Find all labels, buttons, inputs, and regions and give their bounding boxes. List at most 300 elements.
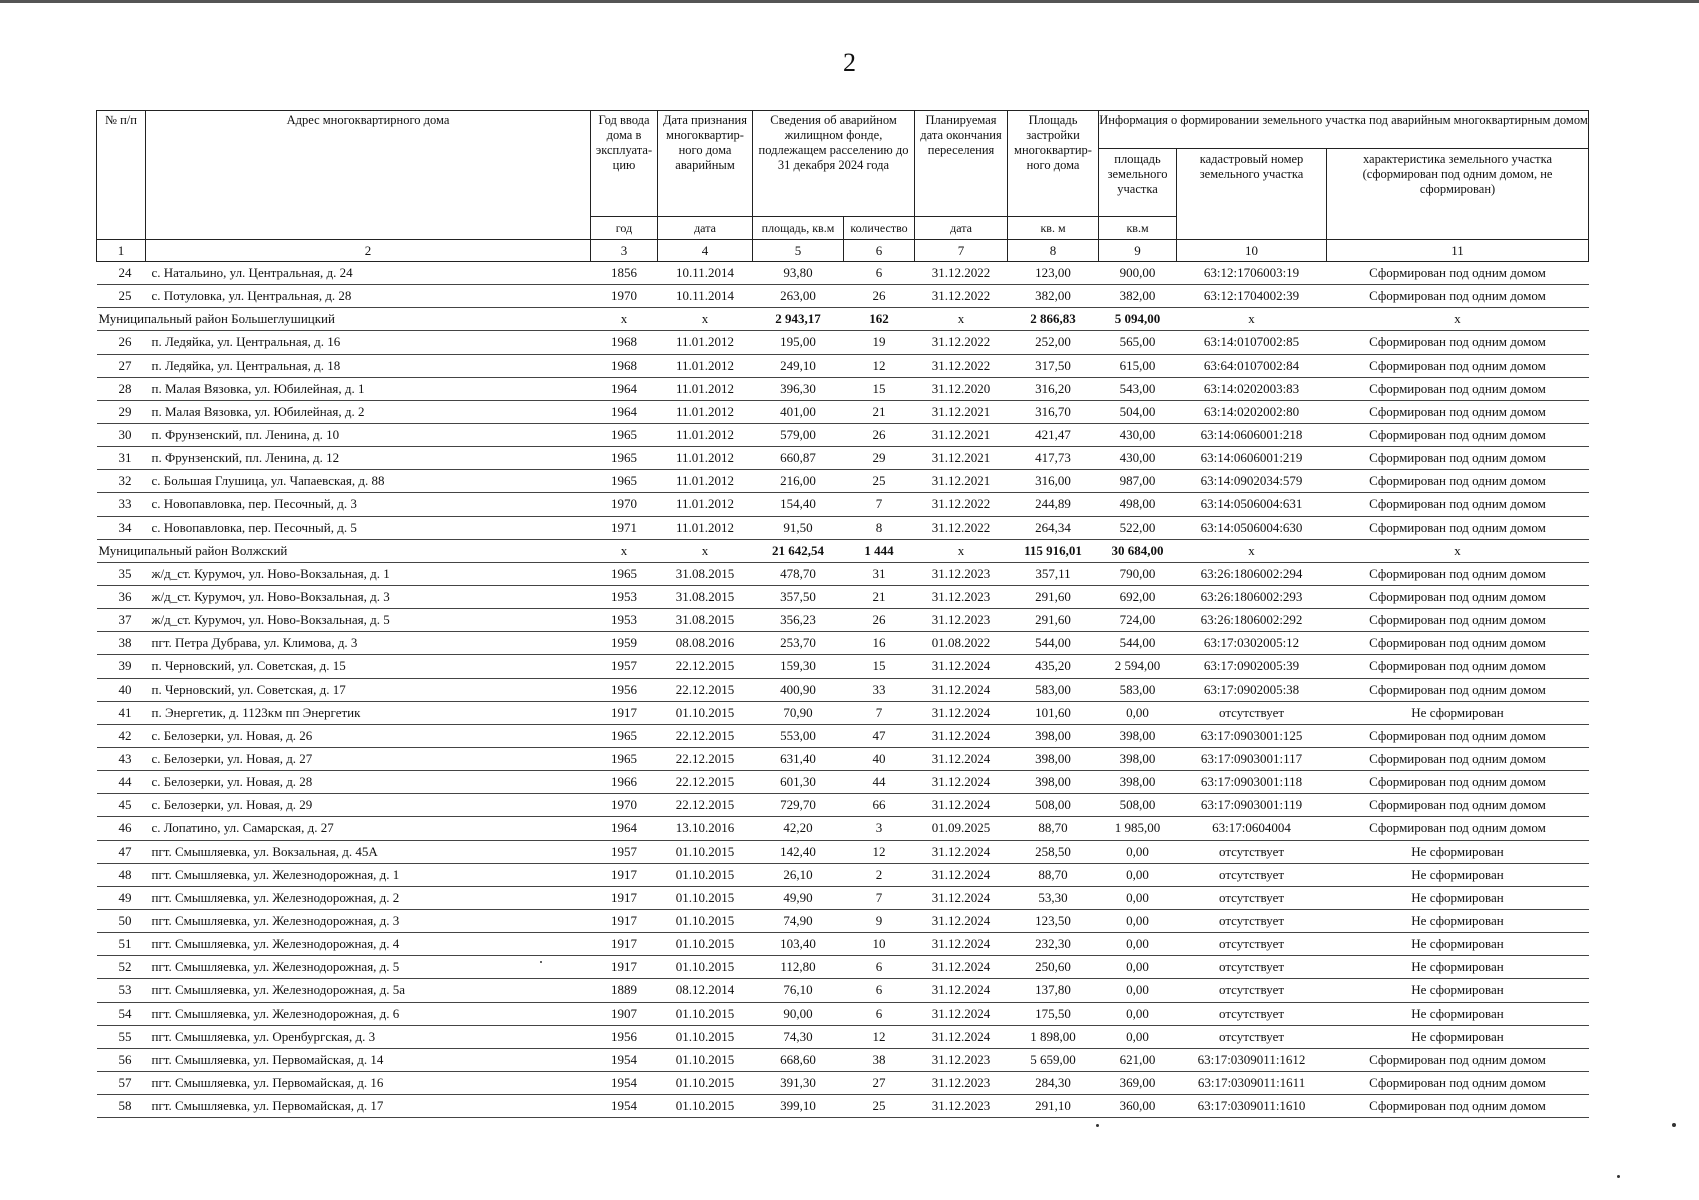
column-number: 2 — [146, 240, 591, 262]
count-cell: 27 — [844, 1071, 915, 1094]
building-area-cell: 291,10 — [1008, 1095, 1099, 1118]
count-cell: 6 — [844, 979, 915, 1002]
emergency-date-cell: 22.12.2015 — [658, 794, 753, 817]
planned-date-cell: 31.12.2022 — [915, 331, 1008, 354]
year-cell: 1956 — [591, 678, 658, 701]
count-cell: 15 — [844, 655, 915, 678]
address-cell: с. Новопавловка, пер. Песочный, д. 5 — [146, 516, 591, 539]
count-cell: 38 — [844, 1048, 915, 1071]
cadastral-number-cell: 63:26:1806002:294 — [1177, 562, 1327, 585]
land-area-cell: 0,00 — [1099, 1025, 1177, 1048]
planned-date-cell: 31.12.2021 — [915, 447, 1008, 470]
cadastral-number-cell: 63:26:1806002:293 — [1177, 585, 1327, 608]
building-area-cell: 316,20 — [1008, 377, 1099, 400]
row-number-cell: 43 — [97, 747, 146, 770]
land-status-cell: Сформирован под одним домом — [1327, 771, 1589, 794]
area-cell: 253,70 — [753, 632, 844, 655]
year-cell: 1917 — [591, 933, 658, 956]
address-cell: п. Фрунзенский, пл. Ленина, д. 12 — [146, 447, 591, 470]
land-area-cell: 615,00 — [1099, 354, 1177, 377]
header-housing-fund: Сведения об аварийном жилищном фонде, подлежащем расселению до 31 декабря 2024 года — [753, 111, 915, 217]
building-area-cell: 544,00 — [1008, 632, 1099, 655]
building-area-cell: 398,00 — [1008, 724, 1099, 747]
land-area-cell: 360,00 — [1099, 1095, 1177, 1118]
land-status-cell: Сформирован под одним домом — [1327, 285, 1589, 308]
year-cell: 1956 — [591, 1025, 658, 1048]
area-cell: 631,40 — [753, 747, 844, 770]
area-cell: 729,70 — [753, 794, 844, 817]
table-row — [97, 609, 1589, 632]
building-area-cell: 123,00 — [1008, 262, 1099, 285]
cadastral-number-cell: 63:17:0902005:38 — [1177, 678, 1327, 701]
count-cell: 12 — [844, 1025, 915, 1048]
land-status-cell: Не сформирован — [1327, 979, 1589, 1002]
year-cell: 1965 — [591, 724, 658, 747]
address-cell: с. Потуловка, ул. Центральная, д. 28 — [146, 285, 591, 308]
year-cell: 1917 — [591, 956, 658, 979]
address-cell: ж/д_ст. Курумоч, ул. Ново-Вокзальная, д. 3 — [146, 585, 591, 608]
count-cell: 12 — [844, 354, 915, 377]
table-row — [97, 423, 1589, 446]
area-cell: 601,30 — [753, 771, 844, 794]
count-cell: 21 — [844, 585, 915, 608]
area-cell: 154,40 — [753, 493, 844, 516]
building-area-cell: 115 916,01 — [1008, 539, 1099, 562]
land-status-cell: Сформирован под одним домом — [1327, 400, 1589, 423]
address-cell: с. Белозерки, ул. Новая, д. 29 — [146, 794, 591, 817]
planned-date-cell: 31.12.2024 — [915, 724, 1008, 747]
land-area-cell: 0,00 — [1099, 863, 1177, 886]
emergency-date-cell: 31.08.2015 — [658, 585, 753, 608]
emergency-date-cell: 08.08.2016 — [658, 632, 753, 655]
land-status-cell: Не сформирован — [1327, 701, 1589, 724]
address-cell: пгт. Смышляевка, ул. Железнодорожная, д. 4 — [146, 933, 591, 956]
land-status-cell: Не сформирован — [1327, 840, 1589, 863]
address-cell: п. Малая Вязовка, ул. Юбилейная, д. 1 — [146, 377, 591, 400]
planned-date-cell: 31.12.2024 — [915, 655, 1008, 678]
count-cell: 8 — [844, 516, 915, 539]
address-cell: п. Ледяйка, ул. Центральная, д. 18 — [146, 354, 591, 377]
count-cell: 25 — [844, 1095, 915, 1118]
emergency-date-cell: 22.12.2015 — [658, 747, 753, 770]
cadastral-number-cell: 63:26:1806002:292 — [1177, 609, 1327, 632]
year-cell: 1957 — [591, 655, 658, 678]
cadastral-number-cell: 63:14:0606001:218 — [1177, 423, 1327, 446]
planned-date-cell: 31.12.2022 — [915, 262, 1008, 285]
table-row — [97, 1071, 1589, 1094]
address-cell: п. Энергетик, д. 1123км пп Энергетик — [146, 701, 591, 724]
land-area-cell: 430,00 — [1099, 447, 1177, 470]
address-cell: пгт. Смышляевка, ул. Железнодорожная, д. 1 — [146, 863, 591, 886]
building-area-cell: 244,89 — [1008, 493, 1099, 516]
count-cell: 6 — [844, 1002, 915, 1025]
table-row — [97, 956, 1589, 979]
land-area-cell: 0,00 — [1099, 909, 1177, 932]
cadastral-number-cell: 63:17:0903001:125 — [1177, 724, 1327, 747]
building-area-cell: 250,60 — [1008, 956, 1099, 979]
area-cell: 91,50 — [753, 516, 844, 539]
emergency-date-cell: 31.08.2015 — [658, 609, 753, 632]
building-area-cell: 284,30 — [1008, 1071, 1099, 1094]
area-cell: 21 642,54 — [753, 539, 844, 562]
area-cell: 142,40 — [753, 840, 844, 863]
year-cell: 1917 — [591, 909, 658, 932]
land-area-cell: 1 985,00 — [1099, 817, 1177, 840]
cadastral-number-cell: отсутствует — [1177, 979, 1327, 1002]
land-area-cell: 0,00 — [1099, 933, 1177, 956]
year-cell: 1966 — [591, 771, 658, 794]
row-number-cell: 56 — [97, 1048, 146, 1071]
address-cell: с. Белозерки, ул. Новая, д. 26 — [146, 724, 591, 747]
building-area-cell: 435,20 — [1008, 655, 1099, 678]
emergency-date-cell: 11.01.2012 — [658, 400, 753, 423]
unit-land-area: кв.м — [1099, 217, 1177, 240]
land-area-cell: 0,00 — [1099, 840, 1177, 863]
land-status-cell: Сформирован под одним домом — [1327, 1048, 1589, 1071]
row-number-cell: 37 — [97, 609, 146, 632]
year-cell: 1965 — [591, 470, 658, 493]
column-number: 7 — [915, 240, 1008, 262]
table-row — [97, 794, 1589, 817]
emergency-date-cell: 01.10.2015 — [658, 956, 753, 979]
planned-date-cell: 31.12.2023 — [915, 1071, 1008, 1094]
table-row — [97, 470, 1589, 493]
count-cell: 3 — [844, 817, 915, 840]
land-area-cell: 565,00 — [1099, 331, 1177, 354]
cadastral-number-cell: 63:17:0903001:117 — [1177, 747, 1327, 770]
cadastral-number-cell: 63:14:0902034:579 — [1177, 470, 1327, 493]
address-cell: пгт. Смышляевка, ул. Первомайская, д. 14 — [146, 1048, 591, 1071]
area-cell: 263,00 — [753, 285, 844, 308]
header-planned-date: Планируемая дата окончания переселения — [915, 111, 1008, 217]
table-row — [97, 516, 1589, 539]
planned-date-cell: 31.12.2024 — [915, 678, 1008, 701]
building-area-cell: 382,00 — [1008, 285, 1099, 308]
cadastral-number-cell: 63:64:0107002:84 — [1177, 354, 1327, 377]
area-cell: 401,00 — [753, 400, 844, 423]
emergency-date-cell: 01.10.2015 — [658, 1002, 753, 1025]
scan-top-edge — [0, 0, 1699, 3]
count-cell: 25 — [844, 470, 915, 493]
area-cell: 103,40 — [753, 933, 844, 956]
emergency-date-cell: 08.12.2014 — [658, 979, 753, 1002]
building-area-cell: 417,73 — [1008, 447, 1099, 470]
emergency-date-cell: 11.01.2012 — [658, 493, 753, 516]
emergency-date-cell: 22.12.2015 — [658, 771, 753, 794]
address-cell: пгт. Смышляевка, ул. Железнодорожная, д. 6 — [146, 1002, 591, 1025]
land-area-cell: 692,00 — [1099, 585, 1177, 608]
land-area-cell: 522,00 — [1099, 516, 1177, 539]
district-name: Муниципальный район Большеглушицкий — [97, 308, 591, 331]
land-status-cell: Сформирован под одним домом — [1327, 609, 1589, 632]
land-status-cell: Сформирован под одним домом — [1327, 1071, 1589, 1094]
area-cell: 195,00 — [753, 331, 844, 354]
unit-date: дата — [658, 217, 753, 240]
emergency-date-cell: 11.01.2012 — [658, 447, 753, 470]
count-cell: 26 — [844, 423, 915, 446]
count-cell: 29 — [844, 447, 915, 470]
year-cell: 1917 — [591, 701, 658, 724]
land-status-cell: Сформирован под одним домом — [1327, 747, 1589, 770]
count-cell: 16 — [844, 632, 915, 655]
header-land-characteristic: характеристика земельного участка (сформирован под одним домом, не сформирован) — [1327, 149, 1589, 240]
area-cell: 357,50 — [753, 585, 844, 608]
building-area-cell: 123,50 — [1008, 909, 1099, 932]
row-number-cell: 29 — [97, 400, 146, 423]
row-number-cell: 28 — [97, 377, 146, 400]
table-row — [97, 863, 1589, 886]
land-status-cell: Сформирован под одним домом — [1327, 470, 1589, 493]
table-row — [97, 585, 1589, 608]
building-area-cell: 357,11 — [1008, 562, 1099, 585]
land-status-cell: Сформирован под одним домом — [1327, 1095, 1589, 1118]
area-cell: 216,00 — [753, 470, 844, 493]
address-cell: с. Натальино, ул. Центральная, д. 24 — [146, 262, 591, 285]
land-status-cell: Сформирован под одним домом — [1327, 678, 1589, 701]
row-number-cell: 58 — [97, 1095, 146, 1118]
cadastral-number-cell: 63:17:0903001:118 — [1177, 771, 1327, 794]
header-address: Адрес многоквартирного дома — [146, 111, 591, 240]
area-cell: 356,23 — [753, 609, 844, 632]
building-area-cell: 398,00 — [1008, 747, 1099, 770]
land-area-cell: 5 094,00 — [1099, 308, 1177, 331]
header-row-number: № п/п — [97, 111, 146, 240]
planned-date-cell: 31.12.2021 — [915, 470, 1008, 493]
table-body — [97, 262, 1589, 1118]
cadastral-number-cell: 63:17:0902005:39 — [1177, 655, 1327, 678]
cadastral-number-cell: 63:12:1704002:39 — [1177, 285, 1327, 308]
year-cell: 1907 — [591, 1002, 658, 1025]
table-row — [97, 909, 1589, 932]
row-number-cell: 32 — [97, 470, 146, 493]
scan-speck — [1672, 1123, 1676, 1127]
planned-date-cell: 31.12.2022 — [915, 493, 1008, 516]
unit-year: год — [591, 217, 658, 240]
area-cell: 478,70 — [753, 562, 844, 585]
table-row — [97, 678, 1589, 701]
count-cell: 10 — [844, 933, 915, 956]
count-cell: 40 — [844, 747, 915, 770]
cadastral-number-cell: отсутствует — [1177, 701, 1327, 724]
cadastral-number-cell: 63:17:0604004 — [1177, 817, 1327, 840]
count-cell: 2 — [844, 863, 915, 886]
area-cell: 26,10 — [753, 863, 844, 886]
address-cell: пгт. Смышляевка, ул. Оренбургская, д. 3 — [146, 1025, 591, 1048]
header-emergency-date: Дата признания многоквартир-ного дома аварийным — [658, 111, 753, 217]
planned-date-cell: х — [915, 539, 1008, 562]
area-cell: 668,60 — [753, 1048, 844, 1071]
header-building-area: Площадь застройки многоквартир-ного дома — [1008, 111, 1099, 217]
table-row — [97, 562, 1589, 585]
planned-date-cell: 31.12.2024 — [915, 979, 1008, 1002]
land-area-cell: 790,00 — [1099, 562, 1177, 585]
table-row — [97, 701, 1589, 724]
emergency-date-cell: 01.10.2015 — [658, 909, 753, 932]
land-status-cell: Сформирован под одним домом — [1327, 632, 1589, 655]
planned-date-cell: 31.12.2024 — [915, 1002, 1008, 1025]
cadastral-number-cell: 63:17:0302005:12 — [1177, 632, 1327, 655]
land-area-cell: 2 594,00 — [1099, 655, 1177, 678]
header-land-area: площадь земельного участка — [1099, 149, 1177, 217]
unit-plan-date: дата — [915, 217, 1008, 240]
row-number-cell: 27 — [97, 354, 146, 377]
building-area-cell: 316,00 — [1008, 470, 1099, 493]
emergency-date-cell: 10.11.2014 — [658, 262, 753, 285]
address-cell: с. Лопатино, ул. Самарская, д. 27 — [146, 817, 591, 840]
land-status-cell: х — [1327, 539, 1589, 562]
land-status-cell: Сформирован под одним домом — [1327, 423, 1589, 446]
area-cell: 74,90 — [753, 909, 844, 932]
area-cell: 42,20 — [753, 817, 844, 840]
emergency-housing-table — [96, 110, 1589, 1118]
row-number-cell: 44 — [97, 771, 146, 794]
row-number-cell: 24 — [97, 262, 146, 285]
cadastral-number-cell: отсутствует — [1177, 909, 1327, 932]
year-cell: 1889 — [591, 979, 658, 1002]
unit-area: площадь, кв.м — [753, 217, 844, 240]
year-cell: 1971 — [591, 516, 658, 539]
count-cell: 21 — [844, 400, 915, 423]
year-cell: 1968 — [591, 354, 658, 377]
table-row — [97, 1048, 1589, 1071]
table-row — [97, 1025, 1589, 1048]
building-area-cell: 88,70 — [1008, 863, 1099, 886]
area-cell: 399,10 — [753, 1095, 844, 1118]
page-number: 2 — [843, 48, 856, 77]
year-cell: х — [591, 539, 658, 562]
cadastral-number-cell: отсутствует — [1177, 863, 1327, 886]
year-cell: 1954 — [591, 1048, 658, 1071]
planned-date-cell: 31.12.2022 — [915, 354, 1008, 377]
land-status-cell: Сформирован под одним домом — [1327, 585, 1589, 608]
address-cell: пгт. Смышляевка, ул. Железнодорожная, д. 3 — [146, 909, 591, 932]
emergency-date-cell: 01.10.2015 — [658, 1071, 753, 1094]
row-number-cell: 51 — [97, 933, 146, 956]
cadastral-number-cell: отсутствует — [1177, 933, 1327, 956]
table-row — [97, 354, 1589, 377]
building-area-cell: 175,50 — [1008, 1002, 1099, 1025]
table-row — [97, 771, 1589, 794]
emergency-date-cell: 11.01.2012 — [658, 470, 753, 493]
land-status-cell: Сформирован под одним домом — [1327, 794, 1589, 817]
building-area-cell: 583,00 — [1008, 678, 1099, 701]
cadastral-number-cell: 63:14:0202002:80 — [1177, 400, 1327, 423]
area-cell: 579,00 — [753, 423, 844, 446]
address-cell: п. Малая Вязовка, ул. Юбилейная, д. 2 — [146, 400, 591, 423]
table-row — [97, 747, 1589, 770]
year-cell: 1964 — [591, 377, 658, 400]
land-status-cell: Сформирован под одним домом — [1327, 724, 1589, 747]
year-cell: 1953 — [591, 609, 658, 632]
emergency-date-cell: 10.11.2014 — [658, 285, 753, 308]
building-area-cell: 291,60 — [1008, 609, 1099, 632]
address-cell: пгт. Смышляевка, ул. Железнодорожная, д. 5 — [146, 956, 591, 979]
scan-speck — [1617, 1175, 1620, 1178]
year-cell: 1959 — [591, 632, 658, 655]
year-cell: 1964 — [591, 400, 658, 423]
row-number-cell: 45 — [97, 794, 146, 817]
address-cell: с. Белозерки, ул. Новая, д. 27 — [146, 747, 591, 770]
row-number-cell: 49 — [97, 886, 146, 909]
building-area-cell: 316,70 — [1008, 400, 1099, 423]
land-status-cell: Не сформирован — [1327, 956, 1589, 979]
land-area-cell: 30 684,00 — [1099, 539, 1177, 562]
table-row — [97, 933, 1589, 956]
header-cadastral-number: кадастровый номер земельного участка — [1177, 149, 1327, 240]
building-area-cell: 421,47 — [1008, 423, 1099, 446]
area-cell: 93,80 — [753, 262, 844, 285]
land-area-cell: 0,00 — [1099, 1002, 1177, 1025]
cadastral-number-cell: х — [1177, 539, 1327, 562]
year-cell: 1968 — [591, 331, 658, 354]
row-number-cell: 53 — [97, 979, 146, 1002]
year-cell: 1917 — [591, 886, 658, 909]
scan-speck — [540, 961, 542, 963]
address-cell: п. Черновский, ул. Советская, д. 15 — [146, 655, 591, 678]
emergency-date-cell: 01.10.2015 — [658, 1025, 753, 1048]
address-cell: п. Черновский, ул. Советская, д. 17 — [146, 678, 591, 701]
count-cell: 31 — [844, 562, 915, 585]
land-area-cell: 382,00 — [1099, 285, 1177, 308]
building-area-cell: 508,00 — [1008, 794, 1099, 817]
emergency-date-cell: 01.10.2015 — [658, 933, 753, 956]
count-cell: 6 — [844, 956, 915, 979]
area-cell: 90,00 — [753, 1002, 844, 1025]
unit-count: количество — [844, 217, 915, 240]
address-cell: пгт. Смышляевка, ул. Вокзальная, д. 45А — [146, 840, 591, 863]
land-status-cell: Не сформирован — [1327, 1002, 1589, 1025]
land-area-cell: 987,00 — [1099, 470, 1177, 493]
planned-date-cell: 31.12.2023 — [915, 562, 1008, 585]
planned-date-cell: 31.12.2024 — [915, 1025, 1008, 1048]
emergency-date-cell: 01.10.2015 — [658, 1095, 753, 1118]
row-number-cell: 35 — [97, 562, 146, 585]
planned-date-cell: 31.12.2024 — [915, 701, 1008, 724]
emergency-date-cell: 01.10.2015 — [658, 1048, 753, 1071]
land-area-cell: 508,00 — [1099, 794, 1177, 817]
planned-date-cell: 31.12.2024 — [915, 794, 1008, 817]
planned-date-cell: 31.12.2022 — [915, 516, 1008, 539]
cadastral-number-cell: х — [1177, 308, 1327, 331]
row-number-cell: 55 — [97, 1025, 146, 1048]
building-area-cell: 1 898,00 — [1008, 1025, 1099, 1048]
cadastral-number-cell: 63:17:0309011:1611 — [1177, 1071, 1327, 1094]
area-cell: 391,30 — [753, 1071, 844, 1094]
table-row — [97, 979, 1589, 1002]
address-cell: пгт. Смышляевка, ул. Первомайская, д. 17 — [146, 1095, 591, 1118]
land-area-cell: 0,00 — [1099, 956, 1177, 979]
count-cell: 7 — [844, 493, 915, 516]
table-row — [97, 262, 1589, 285]
year-cell: 1965 — [591, 423, 658, 446]
column-number: 1 — [97, 240, 146, 262]
row-number-cell: 31 — [97, 447, 146, 470]
land-area-cell: 0,00 — [1099, 979, 1177, 1002]
area-cell: 112,80 — [753, 956, 844, 979]
land-area-cell: 900,00 — [1099, 262, 1177, 285]
row-number-cell: 54 — [97, 1002, 146, 1025]
address-cell: п. Ледяйка, ул. Центральная, д. 16 — [146, 331, 591, 354]
building-area-cell: 53,30 — [1008, 886, 1099, 909]
row-number-cell: 36 — [97, 585, 146, 608]
emergency-date-cell: 13.10.2016 — [658, 817, 753, 840]
building-area-cell: 5 659,00 — [1008, 1048, 1099, 1071]
cadastral-number-cell: 63:17:0309011:1610 — [1177, 1095, 1327, 1118]
row-number-cell: 39 — [97, 655, 146, 678]
year-cell: 1970 — [591, 285, 658, 308]
planned-date-cell: х — [915, 308, 1008, 331]
land-status-cell: Не сформирован — [1327, 933, 1589, 956]
